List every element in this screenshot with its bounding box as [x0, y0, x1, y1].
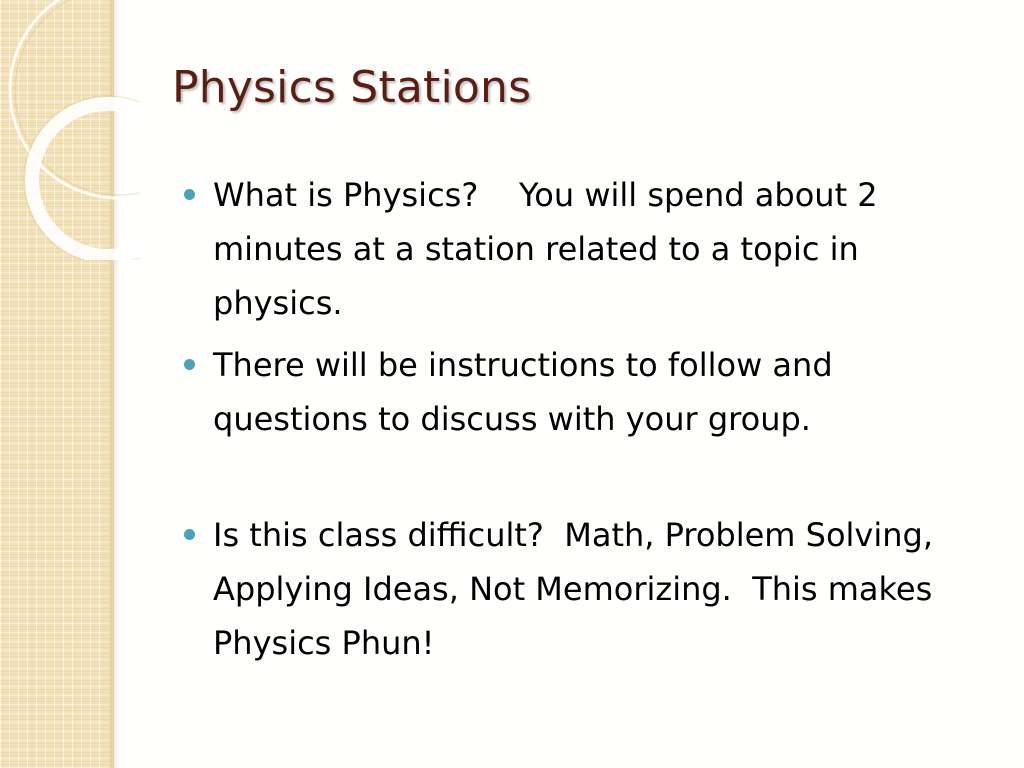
bullet-text: What is Physics? You will spend about 2 minutes at a station related to a topic in physics.: [213, 176, 888, 322]
bullet-dot-icon: [184, 189, 195, 200]
bullet-item: [184, 168, 984, 330]
decorative-ring-small-shadow: [24, 96, 140, 260]
bullet-item: [184, 508, 984, 670]
decorative-rings: [0, 0, 140, 260]
bullet-item: [184, 338, 984, 446]
bullet-list: [184, 168, 984, 678]
bullet-text: There will be instructions to follow and questions to discuss with your group.: [213, 346, 833, 438]
bullet-dot-icon: [184, 359, 195, 370]
decorative-ring-small: [32, 104, 140, 256]
bullet-text: Is this class difficult? Math, Problem Solving, Applying Ideas, Not Memorizing. This makes Physics Phun!: [213, 516, 954, 662]
bullet-dot-icon: [184, 529, 195, 540]
slide-title: Physics Stations: [172, 62, 532, 113]
